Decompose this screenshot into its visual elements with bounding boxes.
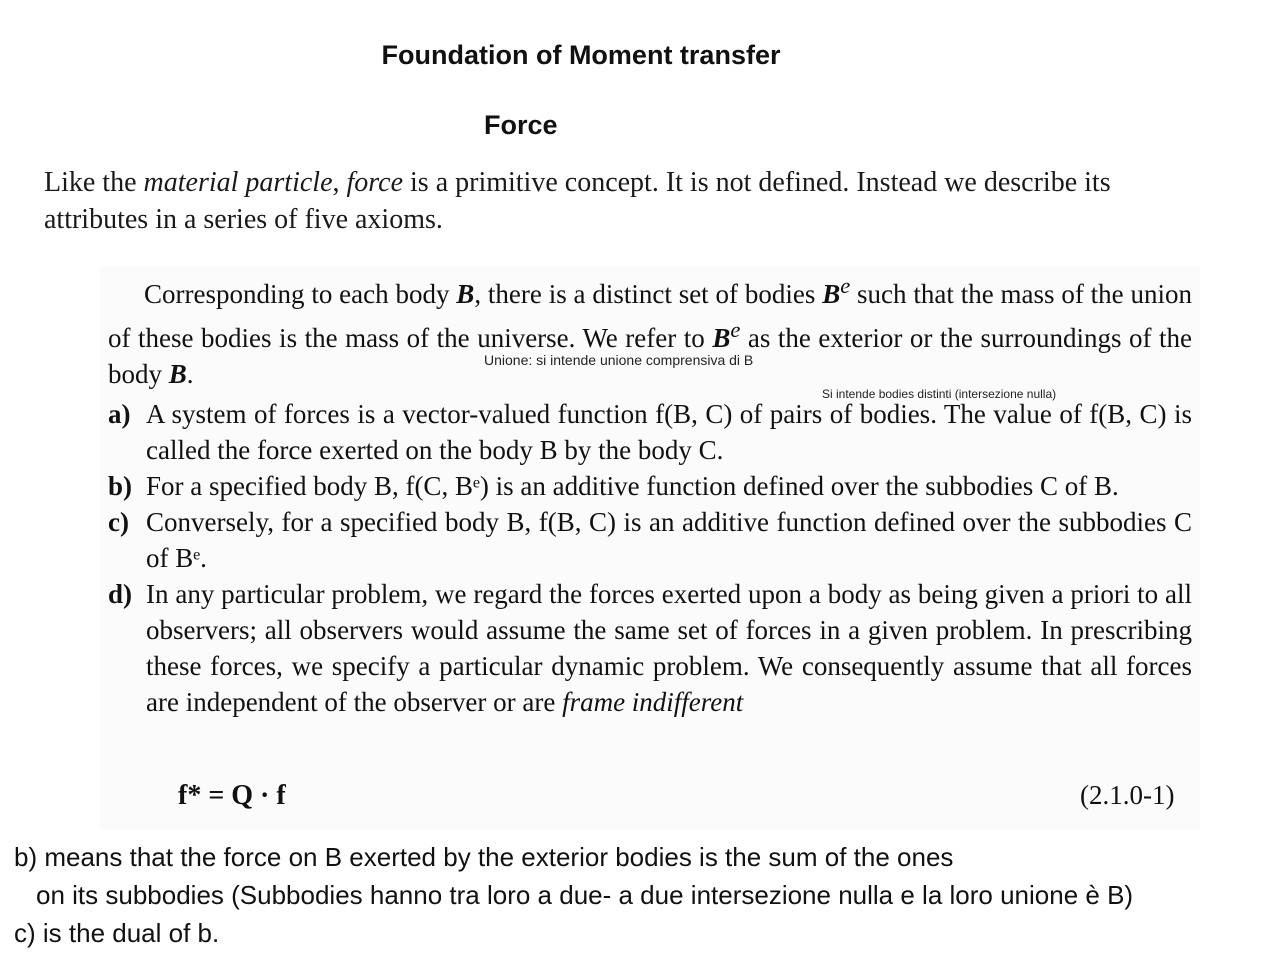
term-frame-indifferent: frame indifferent — [562, 687, 744, 717]
comment-line: b) means that the force on B exerted by the exterior bodies is the sum of the ones — [14, 842, 954, 872]
section-heading: Force — [484, 110, 558, 140]
axiom-label: a) — [108, 399, 131, 429]
slide-title: Foundation of Moment transfer — [381, 40, 781, 70]
term-force: force — [346, 167, 404, 198]
axiom-label: c) — [108, 507, 129, 537]
axiom-text: In any particular problem, we regard the forces exerted upon a body as being given a priori to all observers; all observers would assume the same set of forces in a given problem. In prescribing these forces, we specify a particular dynamic problem. We consequently assume that all forces are independent of the observer or are frame indifferent — [146, 579, 1192, 717]
annotation-distinct-bodies: Si intende bodies distinti (intersezione nulla) — [822, 387, 1057, 401]
comment-line: c) is the dual of b. — [14, 918, 220, 948]
axiom-item — [108, 396, 1192, 468]
frame-indifference-equation: f* = Q · f — [178, 780, 286, 811]
exterior-definition-paragraph: Corresponding to each body B, there is a distinct set of bodies $B^e$ such that the mass of the union of these bodies is the mass of the universe. We refer to $B^e$ as the exterior or the surroundings of the body B. — [108, 273, 1192, 389]
term-material-particle: material particle — [143, 167, 333, 198]
intro-paragraph: Like the material particle, force is a primitive concept. It is not defined. Instead we describe its attributes in a series of five axioms. — [44, 167, 1111, 235]
comment-line: on its subbodies (Subbodies hanno tra loro a due- a due intersezione nulla e la loro unione è B) — [36, 880, 1134, 910]
axiom-item — [108, 576, 1192, 720]
axiom-list — [108, 396, 1192, 720]
axiom-item — [108, 468, 1192, 504]
axiom-label: b) — [108, 471, 133, 501]
equation-number: (2.1.0-1) — [1080, 780, 1175, 810]
axiom-text: A system of forces is a vector-valued function f(B, C) of pairs of bodies. The value of f(B, C) is called the force exerted on the body B by the body C. — [146, 399, 1192, 465]
axiom-text: Conversely, for a specified body B, f(B, C) is an additive function defined over the subbodies C of Bᵉ. — [146, 507, 1192, 573]
annotation-union: Unione: si intende unione comprensiva di B — [484, 352, 754, 368]
axiom-text: For a specified body B, f(C, Bᵉ) is an additive function defined over the subbodies C of B. — [146, 471, 1119, 501]
axiom-item — [108, 504, 1192, 576]
axiom-label: d) — [108, 579, 133, 609]
